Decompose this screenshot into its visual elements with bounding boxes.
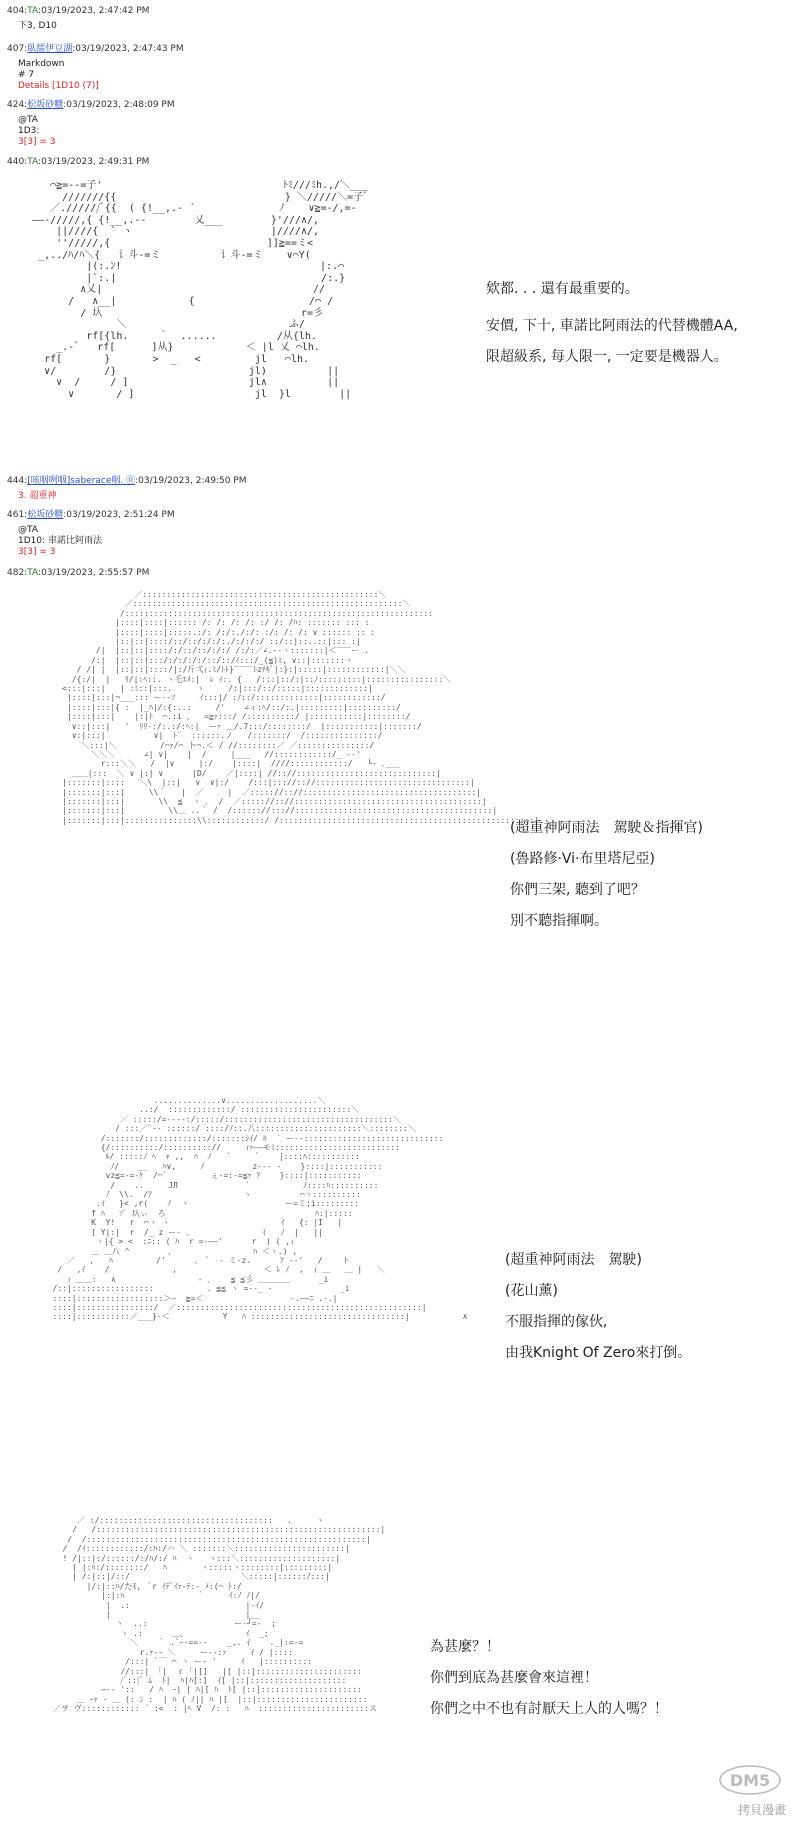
dialog-line: 為甚麼？！ — [430, 1639, 500, 1655]
post-text: 1D3: — [18, 126, 40, 136]
post-407 — [7, 44, 184, 92]
poster-name[interactable]: TA — [27, 568, 39, 578]
post-444 — [7, 476, 247, 502]
post-461 — [7, 510, 175, 558]
poster-name[interactable]: 臥擂伊豆湖 — [27, 44, 73, 54]
post-date: :03/19/2023, 2:49:50 PM — [135, 476, 247, 486]
dialog-2 — [510, 813, 703, 937]
dialog-line: 限超級系, 每人限一, 一定要是機器人。 — [486, 349, 728, 365]
post-text: 1D10: 車諾比阿雨法 — [18, 536, 103, 546]
dice-result: 3. 超重神 — [18, 491, 57, 501]
dialog-3 — [505, 1245, 691, 1369]
poster-name[interactable]: TA — [27, 6, 39, 16]
watermark-text: 拷貝漫畫 — [737, 1803, 786, 1817]
dialog-line: 別不聽指揮啊。 — [510, 913, 608, 929]
post-number: 424: — [7, 100, 28, 110]
post-number: 444: — [7, 476, 28, 486]
poster-name[interactable]: 松坂砂糖 — [27, 100, 64, 110]
post-date: :03/19/2023, 2:51:24 PM — [63, 510, 175, 520]
ascii-art-scene-3: ..............∨...................＼ ..:/ :::::::::::::/ :::::::::::::::::::::::＼ ／ :::::/=‐‐--:/:::::/:::::::::::::::::::::::::::::::::::＼ / :::／¨‐- ::::::/ ::::/ﾉ::.八::::::::::::::::::::::＼::::::::＼ /:::::::/:::::::::::::/:::::::ｼｲ/ ﾙ ` ー--::::::::::::::::::::::::::::: {/::::::::::/::::::::::// ｨｧ――モﾐ:::::::::::::::::::::::::: ﾙ/ :::::ﾉ ﾍ ｬ ,, ﾊ ﾉ ´ ` |::::ﾊ::::::::::: ﾉ/ __ ﾊ∨, ﾉ z--‐ - }::::|::::::::::: vz≦=‐=-ｹ /⌒` ぇ-=:‐=≦ｧ ｱ }::::|::::::::::: / .. JЛ ` ﾉ::::ﾊ:::::::::: ﾉ \\. /ｱ ヽ ⌒ヽ:::::::::: .ｲ }< ,r( ﾉ ヽ ー=ミ;i::::::::: f ﾊ ｿﾞ 圦ぃ ろ ﾊ:|::::: K Y! r ⌒ヽ ヽ ｲ {: |I | [ Y|:| r /_ z ー‐ ､ ｲ ﾉ | || ヽ|{ > < :ﾆ:: ( ﾊ r =‐――' r ) ( ,ｨ ＿ ＿八 ^ 、 ﾊ ＜ヽ.) , ／ , ﾊ /' ､ ﾞ ‐ ミ‐z. ｱ ‐-' / ト / ,ｲ / , ＜ ﾚ ﾉ , ｨ ＿ ＿ | ＼ ｨ ＿＿: ∧ ‐ ､ ≦ ≦彡 ＿＿＿＿ _i /::|::::::::::::::::: . ≦≦ ヽ =‐-_ ‐ _i ::::|::::::::::::::::::＞― ≧=＜ ‐.――ﾆ .-.| ::::|::::::::::::::::/ ／:::::::::::::::::::::::::::::::::::::::::::::::::::| ::::|:::::::::::／___}-＜ Y ﾊ ::::::::::::::::::::::::::::::::| ∧ — [52, 1096, 468, 1322]
post-text: Markdown — [18, 59, 65, 69]
dialog-line: 由我Knight Of Zero來打倒。 — [505, 1345, 692, 1361]
watermark-logo: DM5 — [729, 1771, 771, 1790]
dialog-line: (超重神阿雨法 駕駛) — [505, 1252, 642, 1268]
post-date: :03/19/2023, 2:47:43 PM — [72, 44, 184, 54]
dice-result: 3[3] = 3 — [18, 137, 56, 147]
post-number: 461: — [7, 510, 28, 520]
dialog-line: (花山薰) — [505, 1283, 558, 1299]
post-date: :03/19/2023, 2:49:31 PM — [38, 157, 150, 167]
post-404 — [7, 6, 149, 32]
post-number: 404: — [7, 6, 28, 16]
dialog-line: (魯路修·Vi·布里塔尼亞) — [510, 851, 655, 867]
post-date: :03/19/2023, 2:55:57 PM — [38, 568, 150, 578]
dialog-line: (超重神阿雨法 駕駛＆指揮官) — [510, 820, 703, 836]
post-date: :03/19/2023, 2:48:09 PM — [63, 100, 175, 110]
post-text: @TA — [18, 115, 38, 125]
dialog-line: 欸都. . . 還有最重要的。 — [486, 281, 639, 297]
post-date: :03/19/2023, 2:47:42 PM — [38, 6, 150, 16]
dialog-line: 安價, 下十, 車諾比阿雨法的代替機體AA, — [486, 318, 738, 334]
ascii-art-scene-4: ／ :/:::::::::::::::::::::::::::::::::::: . ヽ / /:::::::::::::::::::::::::::::::::::::::::::::::::::::::::::| / /::::::::::::::::::::::::::::::::::::::::::::::::::::::::::| / /ｲ::::::::::::/:ﾊ:/ハ ＼ :::::::＼:::::::::::::::::::::::| ! /|::|:/::::::/:/ﾊ/:/ ﾊ ヽ ヽ:::＼::::::::::::::::::::| | |:ﾊ:/::::::::/ ﾊ ヽ:::::ヽ::::::::|:::::::::| | /:|::|/::/ ＼:::::|::::::ﾉ:::| |/:|::ﾊ/たﾓ, ﾞr ｲﾃﾞｲｧ‐ﾃ:- ﾒ:(⌒ ﾄ:/ |:|:ﾊ ｀ ｲ:ﾉ ﾉ|/ | .: |-ｲ/ | |__ ヽ ..: ー-┘=- ; ヽ .: ＿、 ｲ _; ＼ ｀ .`ｰ‐==-‐ _,. ｲ ._|:=-= r.ｧ-‐ ＼ ー--:ｧ ｲ / |:::: /:::| `￣ ⌒ ヽ ー‐ ' ｲ |:::::::::: //:::| 「| ｒ ｢|[] |[ |::|:::::::::::::::::::::: /ﾞ::|ﾞ ﾑ ﾄ| ﾊ|ﾊ[:] ｲ[ |::|:::::::::::::::::::: ―-‐ ':: / ﾊ ｰ| | ﾊ|[ ﾊ ﾄ[ |::|::::::::::::::::::::: ＿ ｰｧ ‐ ＿ (: ﾝ : | ﾊ ( ﾉ|| ﾊ |[ |::|::::::::::::::::::::::: ／ヲ ヴ:::::::::::: ´ :< : |ﾍ V /: : ﾊ :::::::::::::::::::::::ス — [52, 1516, 386, 1714]
ascii-art-scene-1: ⌒≧=--=子' ﾄﾐ///ﾐh.,/＼___ ///////{{ } ＼/////＼=子ﾞ ／.//////ﾞ{{ ( {!__,.- ´ ﾉ ∨≧=-/,=- ――-/////,{ {!__,.-‐ 乂___ }'///∧/, ||////{ ` ヽ |////∧/, ''/////,{ ]]≧==ミ< _,../ﾊ/ﾊ＼{ 讠斗-=ミ 讠斗-=ミ ∨⌒Y( |(:.ﾝ! |:.⌒ |`:.| /:.} ∧乂| // / ∧__| { /⌒ / / 圦 r=彡 ＼ ふ/ rf[{lh. ｀ ...... /从{lh. _.-ﾞ rf[ ]从} ＜ |l 乂 ⌒lh. rf[ } > _ < jl ⌒lh. ∨/ /} jl) || ∨ / / ] jl∧ || ∨ / ] jl }l || — [32, 180, 369, 400]
dialog-4 — [430, 1632, 668, 1725]
post-text: # 7 — [18, 70, 35, 80]
post-424 — [7, 100, 175, 148]
ascii-art-scene-2: ／:::::::::::::::::::::::::::::::::::::::::::::::::＼ ／::::::::::::::::::::::::::::::::::::::::::::::::::::::::＼ /:::::::::::::::::::::::::::::::::::::::::::::::::::::::::::::::: |::::|::::|:::::: /: /: /: /: :/ /: /ﾊ: ::::::: ::: : |::::|::::|:::::.:/: /:/:./:/: :/: /: /: ∨ :::::: :: : |::|::|::::/::/::/:/:/:./:/:/:/ ::/::|::..::|::: :| /| |::|::|::::/:/::/::/:/:/ /:/:／∠.--ヽ:::::::|＜‾‾‾ー . /:| |::|::|:::/:/:/:/:/::/::/ｲ:::/_(≦)ﾐ, ∨::|:::::::ヽ / /| | |::|::|::::/|:/斤弌ｨ.ﾐ/ﾄﾄ}‾‾‾‾ﾄzﾁｷﾞ|:}:|:::::|::::::::::::|＼＼ /{:/| | ﾘ/|:ﾍ::. ヽ乇ｴﾒ:| ﾚ ｲ:. { /:::|::/:|::ﾉ:::::::::|::::::::::::::::＼ <:::|:::| | :ﾐ::|:::. ゝ /:|:::/::/:::::|:::::::::::::| |::::|:::|¬___::: ー--ｿ ｲ:::|/ :ﾉ::/:::::::::::::|::::::::::::/ |::::|:::|{ : |_ﾊ|/:{:..: /' ∠ィ:ﾍ/::/:.|:::::::::|::::::::::/ |::::|:::| |:|ﾄ ⌒.:i 、 =≧ｧ:::/ /::::::::::/ |:::::::::::|::::::::/ ∨::|:::| ' ﾘﾘ-:/:.:/:ﾍ:| ーｧ ＿/.7:::/::::::::/ |:::::::::::|:::::::/ ∨:|:::| ∨| ﾄ¨ ::::::.ノ /:::::::/ /:::::::::::::::/ ＼:::|＼ /⌒ｧ/⌒ 卜¬.＜ / //::::::::／ ／:::::::::::::::/ ＼＼＼ ∠| ∨| | / |___ //::::::::::::/_ -‐' r:::＼＼ / |∨ |:/ |::::| ////::::::::::::/ └‐ ､___ ＿＿|::: ＼ ∨ |:| ∨ |D/ ／|::::| //:://:::::::::::::::::::::::::::::| |:::::::|:::: ＼\ |::| ∨ ∨|:/ /:::|::://:://::::::::::::::::::::::::::::::::| |:::::::|:::| \\｀ | ／ | ／::::://:://::::::::::::::::::::::::::::::::::::| |:::::::|:::| \\ ≦ ヽ ､ / ／::::://:://:::::::::::::::::::::::::::::::::::::::| |:::::::|:::| \\＿ ..｀ / /:::::://::://:::::::::::::::::::::::::::::::::::::::::| |:::::::|:::|:::::::::::::::\\::::::::::::/ /:::::::::::::::::::::::::::::::::::::::::::::::::::::| — [62, 590, 539, 825]
poster-name[interactable]: TA — [27, 157, 39, 167]
post-482 — [7, 568, 149, 579]
post-text: 下3, D10 — [18, 21, 57, 31]
post-440 — [7, 157, 149, 168]
dialog-line: 不服指揮的傢伙, — [505, 1314, 608, 1330]
post-text: @TA — [18, 525, 38, 535]
dice-result: 3[3] = 3 — [18, 547, 56, 557]
dialog-line: 你們到底為甚麼會來這裡！ — [430, 1670, 598, 1686]
poster-name[interactable]: 松坂砂糖 — [27, 510, 64, 520]
dice-details-link[interactable]: Details [1D10 (7)] — [18, 81, 99, 91]
dialog-line: 你們三架, 聽到了吧？ — [510, 882, 645, 898]
dialog-1 — [486, 274, 738, 373]
post-number: 482: — [7, 568, 28, 578]
post-number: 407: — [7, 44, 28, 54]
post-number: 440: — [7, 157, 28, 167]
poster-name[interactable]: [咳咽咧咽]saberace咽. ⓪ — [27, 476, 136, 486]
dialog-line: 你們之中不也有討厭天上人的人嗎？！ — [430, 1701, 668, 1717]
